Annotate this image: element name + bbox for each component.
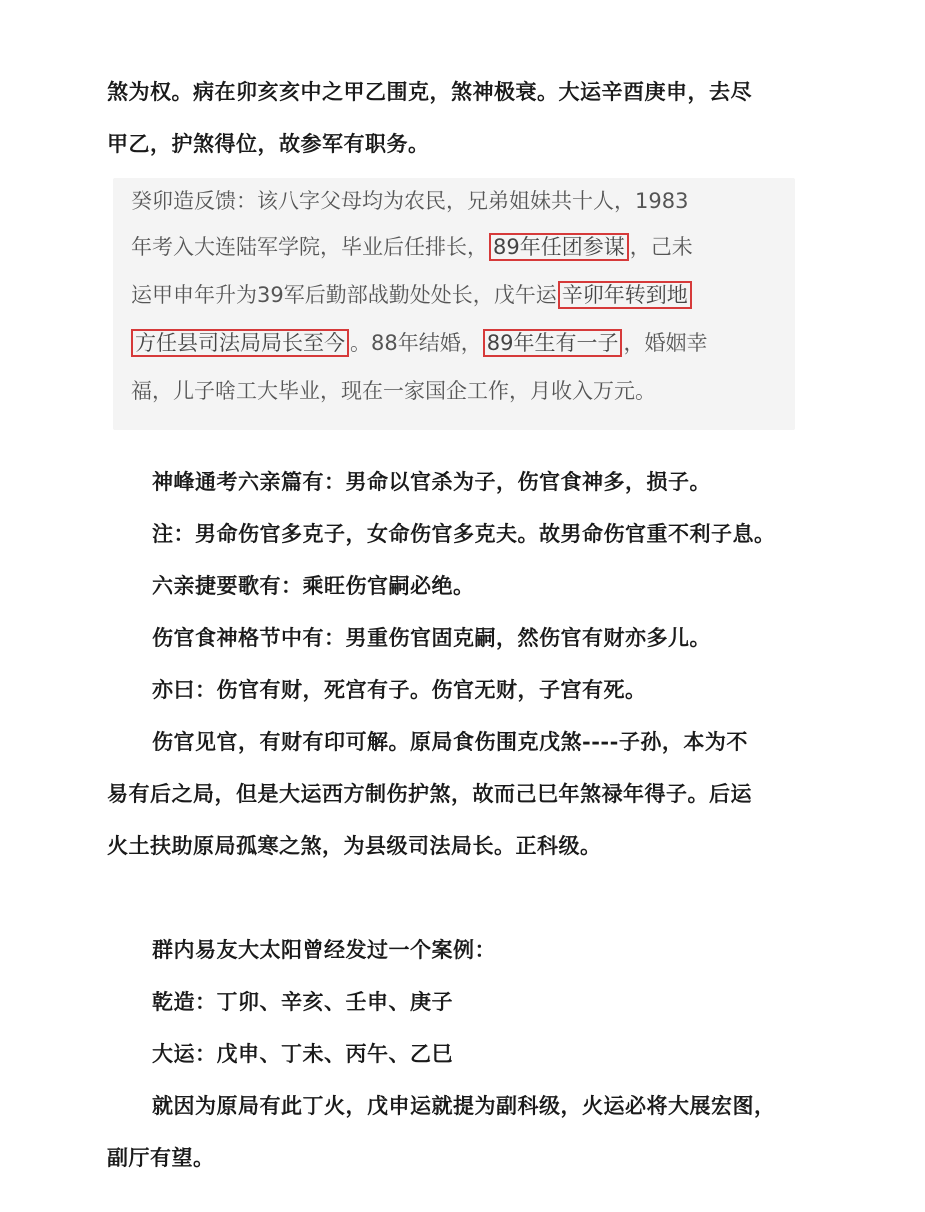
screenshot-line-2 bbox=[131, 232, 693, 262]
paragraph-3: 注：男命伤官多克子，女命伤官多克夫。故男命伤官重不利子息。 bbox=[152, 521, 776, 546]
paragraph-6: 亦曰：伤官有财，死宫有子。伤官无财，子宫有死。 bbox=[152, 677, 647, 702]
highlight-box: 89年任团参谋 bbox=[489, 233, 629, 261]
highlight-box: 辛卯年转到地 bbox=[558, 281, 692, 309]
paragraph-2: 神峰通考六亲篇有：男命以官杀为子，伤官食神多，损子。 bbox=[152, 469, 711, 494]
paragraph-1-line-1: 煞为权。病在卯亥亥中之甲乙围克，煞神极衰。大运辛酉庚申，去尽 bbox=[107, 79, 752, 104]
screenshot-text: 。88年结婚， bbox=[350, 331, 482, 355]
highlight-box: 方任县司法局局长至今 bbox=[131, 329, 349, 357]
screenshot-text: 年考入大连陆军学院，毕业后任排长， bbox=[131, 235, 488, 259]
paragraph-9: 乾造：丁卯、辛亥、壬申、庚子 bbox=[152, 989, 453, 1014]
paragraph-10: 大运：戊申、丁未、丙午、乙巳 bbox=[152, 1041, 453, 1066]
paragraph-5: 伤官食神格节中有：男重伤官固克嗣，然伤官有财亦多儿。 bbox=[152, 625, 711, 650]
screenshot-text: ，己未 bbox=[629, 235, 693, 259]
screenshot-line-5: 福，儿子啥工大毕业，现在一家国企工作，月收入万元。 bbox=[131, 379, 656, 403]
paragraph-7-line-2: 易有后之局，但是大运西方制伤护煞，故而己巳年煞禄年得子。后运 bbox=[107, 781, 752, 806]
screenshot-line-4 bbox=[131, 328, 707, 358]
screenshot-line-1: 癸卯造反馈：该八字父母均为农民，兄弟姐妹共十人，1983 bbox=[131, 189, 689, 213]
paragraph-11-line-1: 就因为原局有此丁火，戊申运就提为副科级，火运必将大展宏图， bbox=[152, 1093, 776, 1118]
paragraph-11-line-2: 副厅有望。 bbox=[107, 1145, 215, 1170]
paragraph-7-line-1: 伤官见官，有财有印可解。原局食伤围克戊煞----子孙，本为不 bbox=[152, 729, 748, 754]
screenshot-text: 运甲申年升为39军后勤部战勤处处长，戊午运 bbox=[131, 283, 557, 307]
screenshot-line-3 bbox=[131, 280, 693, 310]
paragraph-7-line-3: 火土扶助原局孤寒之煞，为县级司法局长。正科级。 bbox=[107, 833, 602, 858]
highlight-box: 89年生有一子 bbox=[483, 329, 623, 357]
paragraph-4: 六亲捷要歌有：乘旺伤官嗣必绝。 bbox=[152, 573, 475, 598]
screenshot-text: ，婚姻幸 bbox=[623, 331, 708, 355]
paragraph-8: 群内易友大太阳曾经发过一个案例： bbox=[152, 937, 496, 962]
paragraph-1-line-2: 甲乙，护煞得位，故参军有职务。 bbox=[107, 131, 430, 156]
embedded-screenshot bbox=[113, 178, 795, 430]
